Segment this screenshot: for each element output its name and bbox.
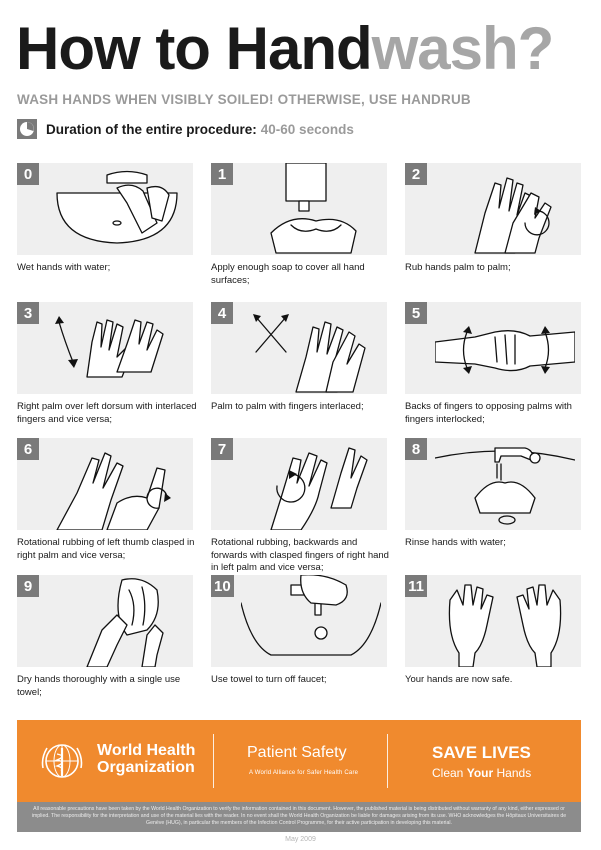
- page-subtitle: WASH HANDS WHEN VISIBLY SOILED! OTHERWISE, USE HANDRUB: [17, 92, 471, 107]
- slogan-word-1: Clean: [432, 766, 464, 780]
- footer-divider: [387, 734, 388, 788]
- slogan-word-3: Hands: [496, 766, 532, 780]
- step-number: 4: [211, 302, 233, 324]
- step-caption: Right palm over left dorsum with interlaced fingers and vice versa;: [17, 401, 197, 425]
- title-part-2: wash?: [371, 15, 554, 82]
- clean-hands-icon: [435, 575, 575, 667]
- step-illustration: [211, 302, 387, 394]
- dry-hands-towel-icon: [47, 575, 187, 667]
- page-title: [16, 14, 553, 84]
- step-illustration: [405, 575, 581, 667]
- step-caption: Your hands are now safe.: [405, 674, 513, 685]
- who-name-line-2: Organization: [97, 759, 195, 776]
- step-number: 5: [405, 302, 427, 324]
- step-10: [211, 575, 387, 687]
- step-number: 11: [405, 575, 427, 597]
- step-2: [405, 163, 581, 275]
- step-illustration: [17, 438, 193, 530]
- step-caption: Palm to palm with fingers interlaced;: [211, 401, 364, 412]
- clean-your-hands-slogan: [432, 766, 531, 780]
- footer-banner: [17, 720, 581, 802]
- step-5: [405, 302, 581, 426]
- step-illustration: [405, 438, 581, 530]
- step-number: 9: [17, 575, 39, 597]
- step-1: [211, 163, 387, 287]
- step-number: 7: [211, 438, 233, 460]
- palm-to-palm-icon: [435, 163, 575, 255]
- step-illustration: [405, 163, 581, 255]
- step-illustration: [405, 302, 581, 394]
- duration-row: [17, 118, 354, 140]
- step-caption: Wet hands with water;: [17, 262, 111, 273]
- save-lives-title: SAVE LIVES: [432, 743, 531, 762]
- step-caption: Apply enough soap to cover all hand surfaces;: [211, 262, 365, 286]
- step-illustration: [17, 575, 193, 667]
- step-8: [405, 438, 581, 550]
- step-illustration: [211, 438, 387, 530]
- step-number: 6: [17, 438, 39, 460]
- patient-safety-title: Patient Safety: [247, 744, 347, 761]
- step-number: 1: [211, 163, 233, 185]
- step-illustration: [17, 302, 193, 394]
- fingers-interlaced-icon: [241, 302, 381, 394]
- wet-hands-icon: [47, 163, 187, 255]
- step-7: [211, 438, 387, 575]
- step-11: [405, 575, 581, 687]
- step-caption: Use towel to turn off faucet;: [211, 674, 327, 685]
- clock-icon: [17, 119, 37, 139]
- step-caption: Rotational rubbing, backwards and forwards with clasped fingers of right hand in left palm and vice versa;: [211, 537, 389, 573]
- step-caption: Rotational rubbing of left thumb clasped in right palm and vice versa;: [17, 537, 195, 561]
- step-number: 10: [211, 575, 234, 597]
- step-4: [211, 302, 387, 414]
- who-name-line-1: World Health: [97, 742, 196, 759]
- publication-date: May 2009: [285, 836, 316, 843]
- soap-dispenser-icon: [241, 163, 381, 255]
- backs-of-fingers-icon: [435, 302, 575, 394]
- step-illustration: [211, 163, 387, 255]
- step-6: [17, 438, 193, 562]
- duration-label: Duration of the entire procedure:: [46, 121, 257, 137]
- patient-safety-subtitle: A World Alliance for Safer Health Care: [249, 770, 359, 776]
- slogan-word-2: Your: [466, 766, 494, 780]
- footer-divider: [213, 734, 214, 788]
- who-emblem-icon: [39, 738, 85, 784]
- rinse-hands-icon: [435, 438, 575, 530]
- step-3: [17, 302, 197, 426]
- step-illustration: [17, 163, 193, 255]
- step-caption: Rub hands palm to palm;: [405, 262, 511, 273]
- title-part-1: How to Hand: [16, 15, 372, 82]
- step-number: 2: [405, 163, 427, 185]
- step-caption: Backs of fingers to opposing palms with fingers interlocked;: [405, 401, 572, 425]
- step-0: [17, 163, 193, 275]
- step-9: [17, 575, 193, 699]
- fingertips-rotation-icon: [241, 438, 381, 530]
- step-caption: Dry hands thoroughly with a single use towel;: [17, 674, 181, 698]
- step-number: 8: [405, 438, 427, 460]
- interlaced-dorsum-icon: [47, 302, 187, 394]
- duration-value: 40-60 seconds: [260, 121, 354, 137]
- step-illustration: [211, 575, 387, 667]
- step-caption: Rinse hands with water;: [405, 537, 506, 548]
- who-name: [97, 742, 195, 776]
- step-number: 0: [17, 163, 39, 185]
- step-number: 3: [17, 302, 39, 324]
- thumb-rotation-icon: [47, 438, 187, 530]
- towel-faucet-icon: [241, 575, 381, 667]
- disclaimer-text: All reasonable precautions have been taken by the World Health Organization to verify the information contained in this document. However, the published material is being distributed without warranty of any kind, either expressed or implied. The responsibility for the interpretation and use of the material lies with the reader. In no event shall the World Health Organization be liable for damages arising from its use. WHO acknowledges the Hôpitaux Universitaires de Genève (HUG), in particular the members of the Infection Control Programme, for their active participation in developing this material.: [17, 802, 581, 832]
